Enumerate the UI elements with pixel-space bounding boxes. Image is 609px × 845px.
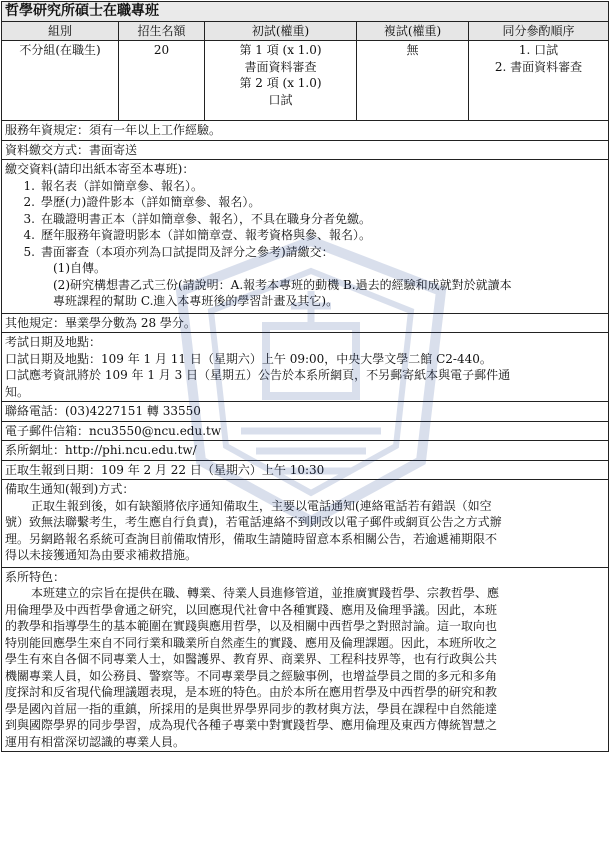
sub-item-autobiography: (1)自傳。 <box>53 261 106 275</box>
exam-row <box>2 41 609 121</box>
col-quota-header: 招生名額 <box>119 21 205 41</box>
waitlist-section <box>2 480 609 568</box>
quota-cell: 20 <box>119 41 205 121</box>
admission-sheet <box>1 1 608 843</box>
service-requirement: 服務年資規定：須有一年以上工作經驗。 <box>2 121 609 141</box>
waitlist-line: 正取生報到後，如有缺額將依序通知備取生，主要以電話通知(連絡電話若有錯誤（如空 <box>31 498 492 513</box>
col-group-header: 組別 <box>2 21 119 41</box>
features-line: 的教學和指導學生的基本範圍在實踐與應用哲學，以及相關中西哲學之對照討論。這一取向也 <box>5 619 498 633</box>
features-line: 運用有相當深切認識的專業人員。 <box>5 734 186 749</box>
waitlist-heading: 備取生通知(報到)方式： <box>5 482 135 496</box>
initial-exam-cell <box>205 41 357 121</box>
waitlist-line: 號）致無法聯繫考生，考生應自行負責)，若電話連絡不到則改以電子郵件或網頁公告之方式辦 <box>5 515 502 529</box>
contact-email: 電子郵件信箱：ncu3550@ncu.edu.tw <box>2 421 609 441</box>
exam-info-section <box>2 333 609 402</box>
tie-order-item: 1. 口試 <box>518 43 559 57</box>
features-line: 學是國內首屈一指的重鎮，所採用的是與世界學界同步的教材與方法，學員在課程中自然能達 <box>5 701 498 716</box>
list-item: 1. 報名表（詳如簡章參、報名）。 <box>23 178 204 193</box>
waitlist-line: 理。另網路報名系統可查詢目前備取情形，備取生請隨時留意本系相關公告，若逾遞補期限不 <box>5 531 498 546</box>
features-line: 到與國際學界的同步學習，成為現代各種子專業中對實踐哲學、應用倫理及東西方傳統智慧之 <box>5 718 498 732</box>
second-exam-cell: 無 <box>357 41 469 121</box>
initial-line: 第 2 項 (x 1.0) <box>239 76 322 90</box>
waitlist-line: 得以未接獲通知為由要求補救措施。 <box>5 548 198 562</box>
department-website: 系所網址：http://phi.ncu.edu.tw/ <box>2 441 609 461</box>
sub-item-research-plan: (2)研究構想書乙式三份(請說明：A.報考本專班的動機 B.過去的經驗和成就對於就讀本 <box>53 277 512 292</box>
list-item: 4. 歷年服務年資證明影本（詳如簡章壹、報考資格與參、報名）。 <box>23 228 372 242</box>
tie-order-item: 2. 書面資料審查 <box>494 59 583 74</box>
initial-line: 第 1 項 (x 1.0) <box>239 43 322 57</box>
report-date: 正取生報到日期：109 年 2 月 22 日（星期六）上午 10:30 <box>2 460 609 480</box>
list-item: 5. 書面審查（本項亦列為口試提問及評分之參考)請繳交： <box>23 244 334 259</box>
tie-order-cell <box>469 41 609 121</box>
group-cell: 不分組(在職生) <box>2 41 119 121</box>
features-line: 本班建立的宗旨在提供在職、轉業、待業人員進修管道，並推廣實踐哲學、宗教哲學、應 <box>31 586 500 600</box>
submission-method: 資料繳交方式：書面寄送 <box>2 140 609 160</box>
col-initial-exam-header: 初試(權重) <box>205 21 357 41</box>
features-line: 機關專業人員，如公務員、警察等。不同專業學員之經驗事例，也增益學員之間的多元和多角 <box>5 668 498 683</box>
documents-list <box>5 178 605 261</box>
initial-line: 口試 <box>268 92 293 107</box>
exam-info-line: 口試日期及地點：109 年 1 月 11 日（星期六）上午 09:00，中央大學文學二館 C2-440。 <box>5 351 492 366</box>
features-line: 學生有來自各個不同專業人士，如醫護界、教育界、商業界、工程科技界等，也有行政與公共 <box>5 652 498 666</box>
admission-table <box>1 1 609 752</box>
list-item: 3. 在職證明書正本（詳如簡章參、報名），不具在職身分者免繳。 <box>23 211 372 226</box>
documents-heading: 繳交資料(請印出紙本寄至本專班)： <box>5 162 195 176</box>
features-heading: 系所特色： <box>5 569 66 584</box>
exam-info-line: 知。 <box>5 384 30 399</box>
documents-section <box>2 160 609 314</box>
table-header-row <box>2 21 609 41</box>
exam-info-heading: 考試日期及地點： <box>5 335 102 349</box>
program-title: 哲學研究所碩士在職專班 <box>2 2 609 22</box>
list-item: 2. 學歷(力)證件影本（詳如簡章參、報名）。 <box>23 195 261 209</box>
features-line: 用倫理學及中西哲學會通之研究，以回應現代社會中各種實踐、應用及倫理爭議。因此，本班 <box>5 602 498 617</box>
features-line: 度探討和反省現代倫理議題表現，是本班的特色。由於本所在應用哲學及中西哲學的研究和教 <box>5 685 498 699</box>
sub-item-research-plan-cont: 專班課程的幫助 C.進入本專班後的學習計畫及其它)。 <box>53 294 339 308</box>
col-tie-order-header: 同分參酌順序 <box>469 21 609 41</box>
contact-phone: 聯絡電話：(03)4227151 轉 33550 <box>2 402 609 422</box>
other-rules: 其他規定：畢業學分數為 28 學分。 <box>2 313 609 333</box>
col-second-exam-header: 複試(權重) <box>357 21 469 41</box>
features-line: 特別能回應學生來自不同行業和職業所自然產生的實踐、應用及倫理課題。因此，本班所收之 <box>5 635 498 650</box>
features-section <box>2 567 609 752</box>
exam-info-line: 口試應考資訊將於 109 年 1 月 3 日（星期五）公告於本系所網頁，不另郵寄紙本與電子郵件通 <box>5 368 511 382</box>
initial-line: 書面資料審查 <box>244 59 317 74</box>
